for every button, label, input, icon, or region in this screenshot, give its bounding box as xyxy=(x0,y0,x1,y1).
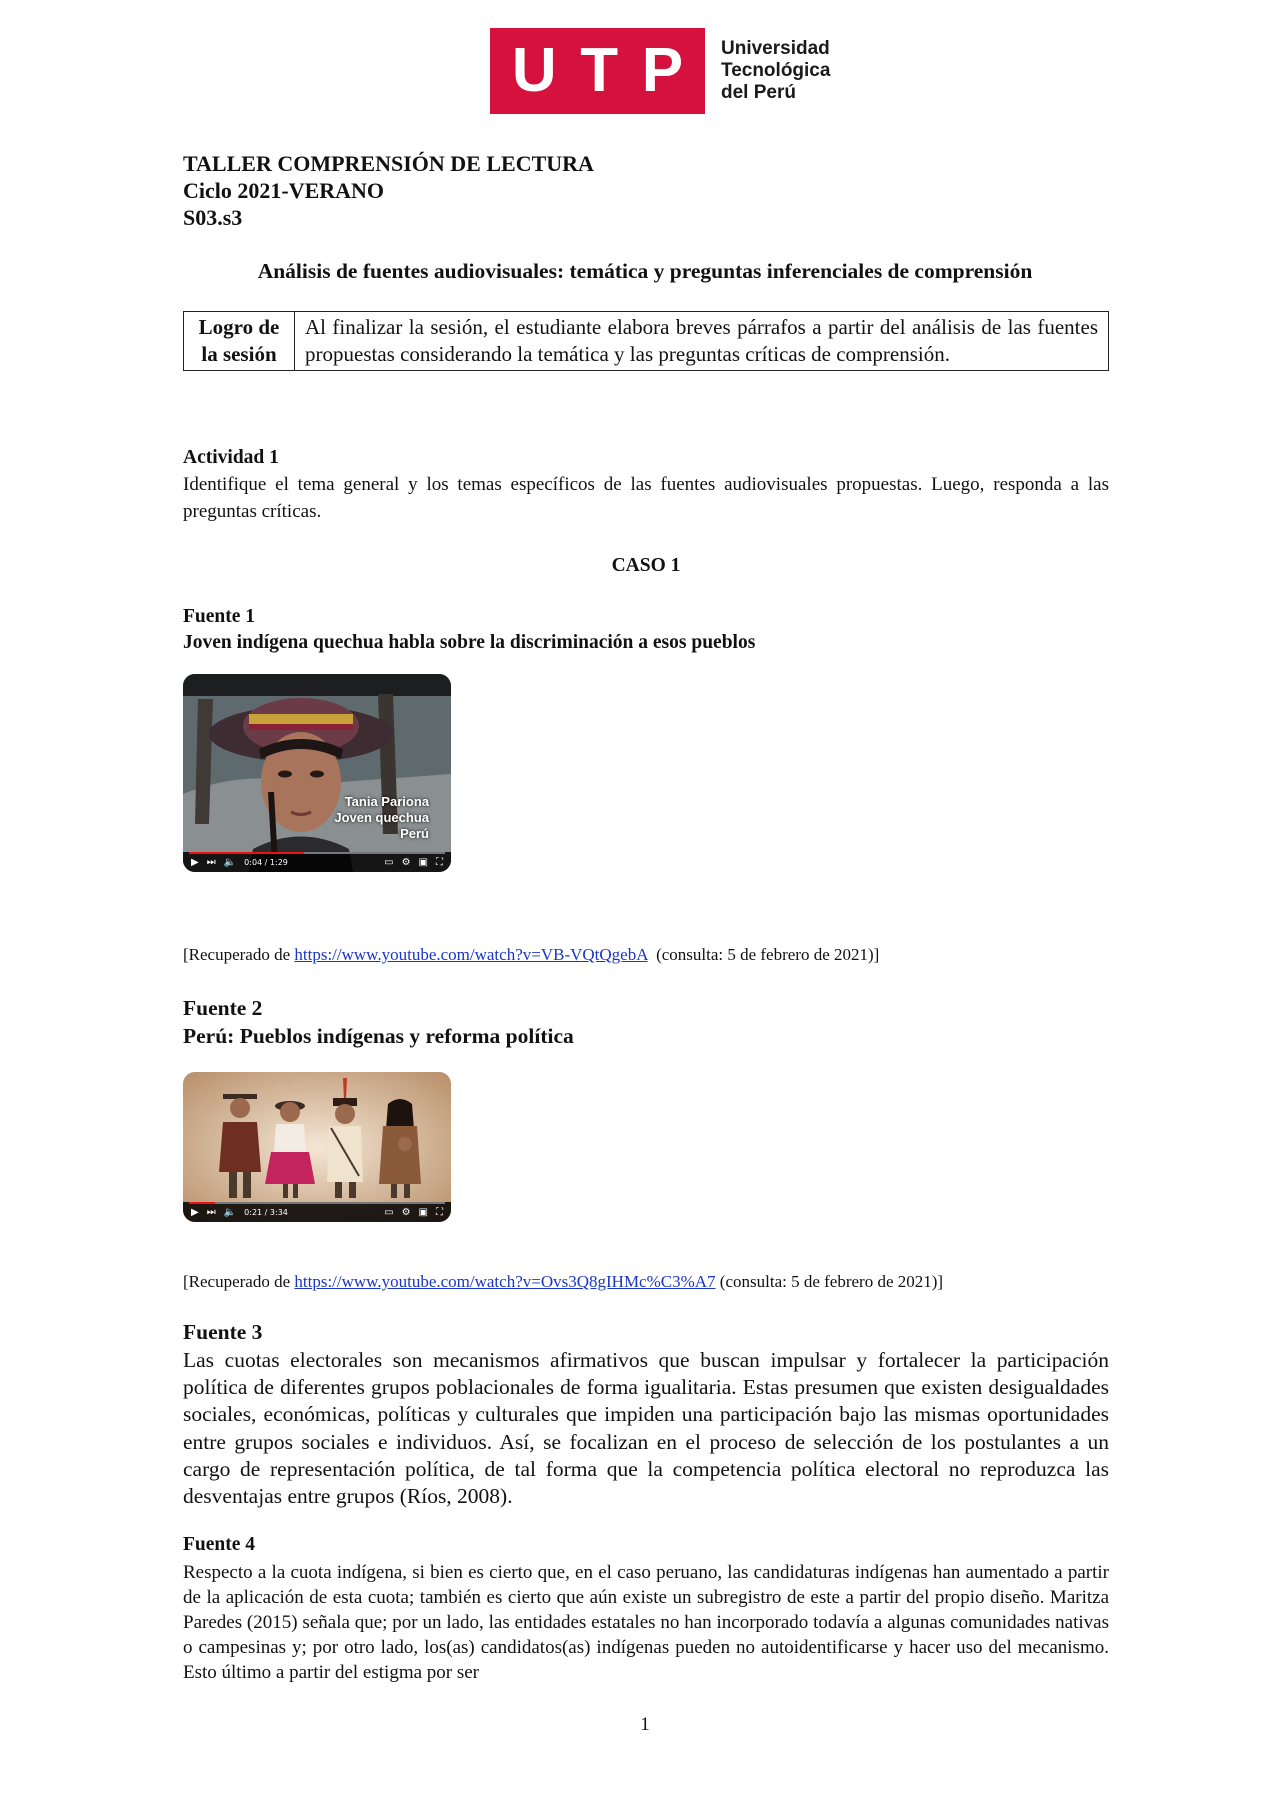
video-progress-2[interactable] xyxy=(189,1202,445,1204)
logro-text: Al finalizar la sesión, el estudiante elabora breves párrafos a partir del análisis de las fuentes propuestas considerando la temática y las preguntas críticas de comprensión. xyxy=(295,312,1109,371)
video-progress[interactable] xyxy=(189,852,445,854)
logo-name-line-3: del Perú xyxy=(721,82,796,103)
video-caption-country: Perú xyxy=(400,826,429,841)
fuente1-citation xyxy=(183,945,879,965)
logo-name-line-2: Tecnológica xyxy=(721,60,831,81)
video-thumbnail-2[interactable] xyxy=(183,1072,451,1222)
next-icon-2[interactable]: ⏭ xyxy=(206,1206,216,1218)
video-time-2: 0:21 / 3:34 xyxy=(244,1207,288,1217)
fuente4-text: Respecto a la cuota indígena, si bien es cierto que, en el caso peruano, las candidaturas indígenas han aumentado a partir de la aplicación de esta cuota; también es cierto que aún existe un subregistro de este a partir del propio diseño. Maritza Paredes (2015) señala que; por un lado, las entidades estatales no han incorporado todavía a algunas comunidades nativas o campesinas y; por otro lado, los(as) candidatos(as) indígenas pueden no autoidentificarse y hacer uso del mecanismo. Esto último a partir del estigma por ser xyxy=(183,1562,1109,1683)
fuente1-heading xyxy=(183,604,755,656)
next-icon[interactable]: ⏭ xyxy=(206,856,216,868)
fuente1-cite-prefix: [Recuperado de xyxy=(183,945,295,964)
video-controls[interactable] xyxy=(183,852,451,872)
video-caption-name: Tania Pariona xyxy=(344,794,429,809)
video-thumbnail-1[interactable] xyxy=(183,674,451,872)
logro-table xyxy=(183,311,1109,371)
play-icon[interactable]: ▶ xyxy=(191,856,199,868)
video-controls-2[interactable] xyxy=(183,1202,451,1222)
fuente1-label: Fuente 1 xyxy=(183,606,256,627)
header-session: S03.s3 xyxy=(183,205,243,230)
fuente2-cite-suffix: (consulta: 5 de febrero de 2021)] xyxy=(715,1272,944,1291)
utp-logo-name xyxy=(721,38,830,104)
miniplayer-icon-2[interactable]: ▣ xyxy=(418,1206,428,1218)
page-number: 1 xyxy=(640,1714,650,1735)
fuente1-link[interactable]: https://www.youtube.com/watch?v=VB-VQtQgebA xyxy=(294,945,648,964)
subtitles-icon-2[interactable]: ▭ xyxy=(384,1206,394,1218)
volume-icon-2[interactable]: 🔈 xyxy=(223,1206,237,1218)
fuente1-title: Joven indígena quechua habla sobre la discriminación a esos pueblos xyxy=(183,632,756,653)
fullscreen-icon[interactable]: ⛶ xyxy=(436,856,443,868)
fuente2-label: Fuente 2 xyxy=(183,996,263,1020)
miniplayer-icon[interactable]: ▣ xyxy=(418,856,428,868)
subtitles-icon[interactable]: ▭ xyxy=(384,856,394,868)
logro-label-line-2: la sesión xyxy=(201,342,277,366)
logo-letter-u: U xyxy=(511,36,557,105)
fuente2-title: Perú: Pueblos indígenas y reforma política xyxy=(183,1024,574,1048)
fuente2-cite-prefix: [Recuperado de xyxy=(183,1272,295,1291)
video-time: 0:04 / 1:29 xyxy=(244,857,288,867)
video-frame-portrait xyxy=(183,674,451,872)
page-title: Análisis de fuentes audiovisuales: temática y preguntas inferenciales de comprensión xyxy=(257,259,1033,283)
logo-letter-p: P xyxy=(641,36,684,105)
fuente2-heading xyxy=(183,994,574,1050)
actividad-title: Actividad 1 xyxy=(183,447,279,468)
logo-name-line-1: Universidad xyxy=(721,38,830,59)
caso-heading: CASO 1 xyxy=(611,555,681,576)
fuente2-citation xyxy=(183,1272,943,1292)
gear-icon-2[interactable]: ⚙ xyxy=(401,1206,411,1218)
play-icon-2[interactable]: ▶ xyxy=(191,1206,199,1218)
fuente3-label: Fuente 3 xyxy=(183,1320,263,1344)
utp-logo-mark xyxy=(490,28,705,114)
header-cycle: Ciclo 2021-VERANO xyxy=(183,178,385,203)
video-frame-illustration xyxy=(183,1072,451,1222)
document-header xyxy=(183,150,594,231)
video-caption-role: Joven quechua xyxy=(334,810,429,825)
fuente2-link[interactable]: https://www.youtube.com/watch?v=Ovs3Q8gIHMc%C3%A7 xyxy=(294,1272,716,1291)
fuente1-cite-suffix: (consulta: 5 de febrero de 2021)] xyxy=(647,945,880,964)
logro-label xyxy=(184,312,295,371)
logro-label-line-1: Logro de xyxy=(198,315,280,339)
logo-letter-t: T xyxy=(580,36,619,105)
fullscreen-icon-2[interactable]: ⛶ xyxy=(436,1206,443,1218)
volume-icon[interactable]: 🔈 xyxy=(223,856,237,868)
gear-icon[interactable]: ⚙ xyxy=(401,856,411,868)
fuente3-text: Las cuotas electorales son mecanismos afirmativos que buscan impulsar y fortalecer la participación política de diferentes grupos poblacionales de forma igualitaria. Estas presumen que existen desigualdades sociales, económicas, políticas y culturales que impiden una participación bajo las mismas oportunidades entre grupos sociales e individuos. Así, se focalizan en el proceso de selección de los postulantes a un cargo de representación política, de tal forma que la competencia política electoral no reproduzca las desventajas entre grupos (Ríos, 2008). xyxy=(183,1348,1109,1509)
fuente4-label: Fuente 4 xyxy=(183,1534,256,1555)
utp-logo xyxy=(490,28,830,114)
header-course: TALLER COMPRENSIÓN DE LECTURA xyxy=(183,151,594,176)
actividad-text: Identifique el tema general y los temas específicos de las fuentes audiovisuales propuestas. Luego, responda a las preguntas críticas. xyxy=(183,474,1109,522)
video-caption xyxy=(334,794,429,842)
